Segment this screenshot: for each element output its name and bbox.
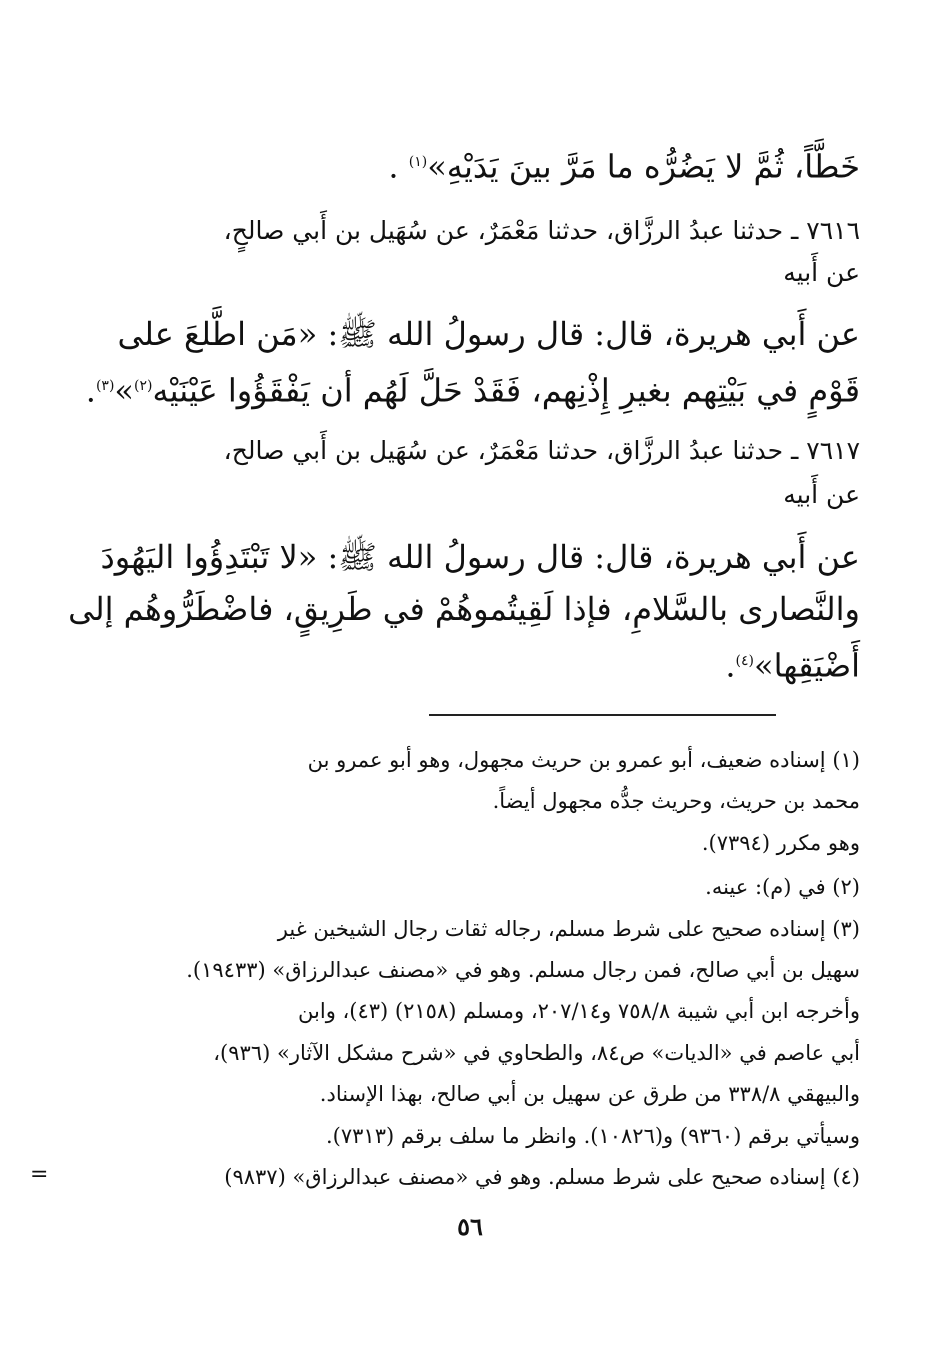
isnad-line: عن أَبيه xyxy=(783,258,860,287)
isnad-line: ٧٦١٦ ـ حدثنا عبدُ الرزَّاق، حدثنا مَعْمَرٌ، عن سُهَيل بن أَبي صالحٍ، xyxy=(223,216,860,245)
footnote-separator xyxy=(429,714,776,716)
hadith-text: خَطَّاً، ثُمَّ لا يَضُرُّه ما مَرَّ بينَ يَدَيْهِ» xyxy=(427,147,860,186)
footnote-ref: (٤) xyxy=(735,653,755,669)
footnote-2: (٢) في (م): عينه. xyxy=(705,875,860,899)
hadith-text: قَوْمٍ في بَيْتِهم بغيرِ إِذْنِهم، فَقَدْ حَلَّ لَهُم أن يَفْقَؤُوا عَيْنَيْه xyxy=(152,371,860,410)
hadith-text: والنَّصارى بالسَّلامِ، فإذا لَقِيتُموهُمْ في طَرِيقٍ، فاضْطَرُّوهُم إلى xyxy=(68,590,860,628)
footnote-ref: (٢) xyxy=(134,378,153,394)
footnote-3: أبي عاصم في «الديات» ص٨٤، والطحاوي في «شرح مشكل الآثار» (٩٣٦)، xyxy=(213,1041,860,1065)
text-line xyxy=(80,362,860,415)
punctuation: . xyxy=(388,147,409,186)
page-number: ٥٦ xyxy=(457,1212,483,1241)
footnote-1: محمد بن حريث، وحريث جدُّه مجهول أيضاً. xyxy=(492,789,860,813)
hadith-text: عن أَبي هريرة، قال: قال رسولُ الله ﷺ: «لا تَبْتَدِؤُوا اليَهُودَ xyxy=(100,538,860,576)
continuation-mark: = xyxy=(30,1162,49,1187)
isnad-line: عن أَبيه xyxy=(783,480,860,509)
footnote-3: (٣) إسناده صحيح على شرط مسلم، رجاله ثقات رجال الشيخين غير xyxy=(277,917,860,941)
punctuation: » xyxy=(114,371,134,410)
punctuation: . xyxy=(85,371,96,410)
footnote-3: وسيأتي برقم (٩٣٦٠) و(١٠٨٢٦). وانظر ما سلف برقم (٧٣١٣). xyxy=(326,1124,860,1148)
footnote-ref: (١) xyxy=(408,154,428,170)
text-line xyxy=(80,637,860,690)
punctuation: . xyxy=(725,646,736,685)
text-line xyxy=(80,138,860,191)
footnote-3: والبيهقي ٣٣٨/٨ من طرق عن سهيل بن أبي صالح، بهذا الإسناد. xyxy=(319,1082,860,1106)
hadith-text: أَضْيَقِها» xyxy=(754,646,860,685)
footnote-3: سهيل بن أبي صالح، فمن رجال مسلم. وهو في «مصنف عبدالرزاق» (١٩٤٣٣). xyxy=(186,958,860,982)
footnote-4: (٤) إسناده صحيح على شرط مسلم. وهو في «مصنف عبدالرزاق» (٩٨٣٧) xyxy=(224,1165,860,1189)
page-body xyxy=(68,0,860,1362)
isnad-line: ٧٦١٧ ـ حدثنا عبدُ الرزَّاق، حدثنا مَعْمَرٌ، عن سُهَيل بن أَبي صالح، xyxy=(223,436,860,465)
footnote-1: وهو مكرر (٧٣٩٤). xyxy=(701,831,860,855)
footnote-3: وأخرجه ابن أبي شيبة ٧٥٨/٨ و٢٠٧/١٤، ومسلم (٢١٥٨) (٤٣)، وابن xyxy=(298,999,860,1023)
footnote-ref: (٣) xyxy=(95,378,115,394)
hadith-text: عن أَبي هريرة، قال: قال رسولُ الله ﷺ: «مَن اطَّلعَ على xyxy=(117,315,860,353)
footnote-1: (١) إسناده ضعيف، أبو عمرو بن حريث مجهول، وهو أبو عمرو بن xyxy=(307,748,860,772)
